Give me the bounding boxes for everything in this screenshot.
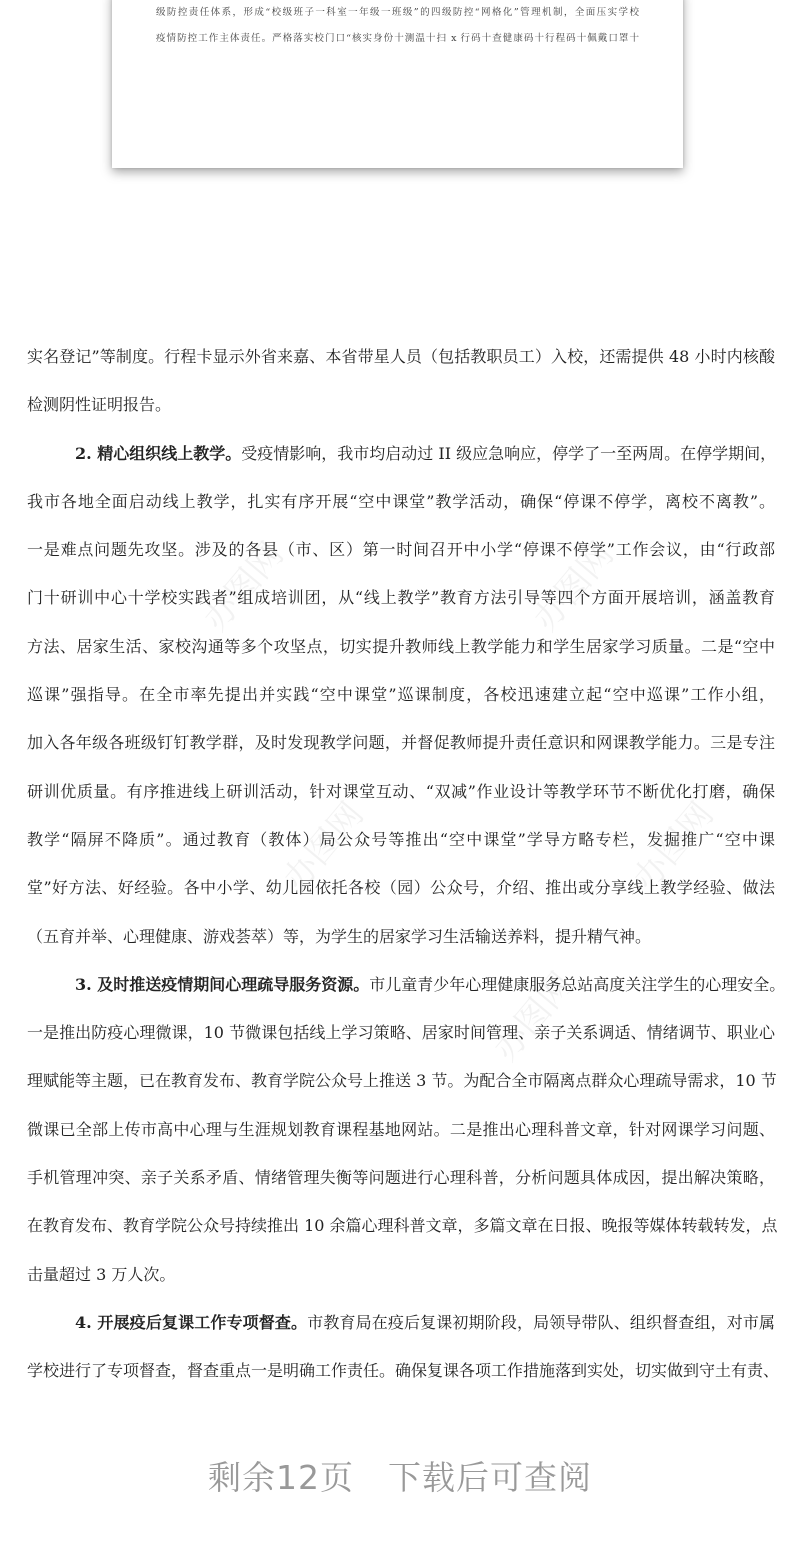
text-line <box>27 1118 775 1166</box>
section-heading: 2. 精心组织线上教学。 <box>75 443 242 463</box>
line-text: 手机管理冲突、亲子关系矛盾、情绪管理失衡等问题进行心理科普，分析问题具体成因，提出解决策略， <box>27 1168 775 1188</box>
text-line <box>27 925 775 973</box>
text-line <box>27 1069 775 1117</box>
text-line <box>27 442 775 490</box>
text-line <box>27 345 775 393</box>
line-text: 在教育发布、教育学院公众号持续推出 10 余篇心理科普文章，多篇文章在日报、晚报等媒体转载转发，点 <box>27 1216 778 1236</box>
watermark: 办图网 <box>195 534 292 639</box>
line-text: 击量超过 3 万人次。 <box>27 1264 176 1284</box>
line-text: 一是难点问题先攻坚。涉及的各县（市、区）第一时间召开中小学“停课不停学”工作会议，由“行政部 <box>27 540 775 560</box>
line-text: 理赋能等主题，已在教育发布、教育学院公众号上推送 3 节。为配合全市隔离点群众心理疏导需求，10 节 <box>27 1071 777 1091</box>
text-line <box>27 876 775 924</box>
text-line <box>27 1166 775 1214</box>
page-preview-card <box>112 0 683 168</box>
line-text: 巡课”强指导。在全市率先提出并实践“空中课堂”巡课制度，各校迅速建立起“空中巡课”工作小组， <box>27 685 775 705</box>
line-text: 学校进行了专项督查，督查重点一是明确工作责任。确保复课各项工作措施落到实处，切实做到守土有责、 <box>27 1361 780 1381</box>
text-line <box>27 490 775 538</box>
section-heading: 4. 开展疫后复课工作专项督查。 <box>75 1312 308 1332</box>
line-text: 市儿童青少年心理健康服务总站高度关注学生的心理安全。 <box>369 974 786 994</box>
document-body <box>27 345 786 1408</box>
watermark: 办图网 <box>485 964 582 1069</box>
line-text: 实名登记”等制度。行程卡显示外省来嘉、本省带星人员（包括教职员工）入校，还需提供 48 小时内核酸 <box>27 347 775 366</box>
text-line <box>27 731 775 779</box>
text-line <box>27 1263 775 1311</box>
text-line <box>27 1311 775 1359</box>
remaining-pages-label: 剩余12页 <box>208 1458 354 1497</box>
text-line <box>27 683 775 731</box>
download-to-view-label[interactable]: 下载后可查阅 <box>388 1458 592 1497</box>
line-text: 教学“隔屏不降质”。通过教育（教体）局公众号等推出“空中课堂”学导方略专栏，发掘推广“空中课 <box>27 829 775 849</box>
line-text: 我市各地全面启动线上教学，扎实有序开展“空中课堂”教学活动，确保“停课不停学，离校不离教”。 <box>27 491 775 511</box>
line-text: 加入各年级各班级钉钉教学群，及时发现教学问题，并督促教师提升责任意识和网课教学能力。三是专注 <box>27 733 775 753</box>
text-line <box>27 393 775 441</box>
text-line <box>27 538 775 586</box>
line-text: 市教育局在疫后复课初期阶段，局领导带队、组织督查组，对市属 <box>307 1312 775 1332</box>
watermark: 办图网 <box>625 794 722 899</box>
text-line <box>27 973 786 1021</box>
line-text: 门十研训中心十学校实践者”组成培训团，从“线上教学”教育方法引导等四个方面开展培训，涵盖教育 <box>27 588 775 608</box>
text-line <box>27 828 775 876</box>
line-text: 一是推出防疫心理微课，10 节微课包括线上学习策略、居家时间管理、亲子关系调适、情绪调节、职业心 <box>27 1023 775 1043</box>
text-line <box>27 586 775 634</box>
line-text: 堂”好方法、好经验。各中小学、幼儿园依托各校（园）公众号，介绍、推出或分享线上教学经验、做法 <box>27 878 775 898</box>
text-line <box>27 1214 778 1262</box>
line-text: 研训优质量。有序推进线上研训活动，针对课堂互动、“双减”作业设计等教学环节不断优化打磨，确保 <box>27 781 775 801</box>
line-text: 受疫情影响，我市均启动过 II 级应急响应，停学了一至两周。在停学期间， <box>241 443 777 463</box>
watermark: 办图网 <box>525 534 622 639</box>
text-line <box>27 1359 780 1407</box>
text-line <box>27 1021 775 1069</box>
section-heading: 3. 及时推送疫情期间心理疏导服务资源。 <box>75 974 370 994</box>
watermark: 办图网 <box>275 794 372 899</box>
download-prompt[interactable] <box>0 1452 800 1499</box>
line-text: 方法、居家生活、家校沟通等多个攻坚点，切实提升教师线上教学能力和学生居家学习质量。二是“空中 <box>27 636 775 656</box>
preview-line: 级防控责任体系，形成“校级班子一科室一年级一班级”的四级防控“网格化”管理机制，全面压实学校 <box>156 7 639 18</box>
text-line <box>27 635 775 683</box>
line-text: 检测阴性证明报告。 <box>27 395 172 415</box>
line-text: （五育并举、心理健康、游戏荟萃）等，为学生的居家学习生活输送养料，提升精气神。 <box>27 926 652 946</box>
text-line <box>27 780 775 828</box>
preview-line: 疫情防控工作主体责任。严格落实校门口“核实身份十测温十扫 x 行码十查健康码十行程码十佩戴口罩十 <box>156 33 639 44</box>
line-text: 微课已全部上传市高中心理与生涯规划教育课程基地网站。二是推出心理科普文章，针对网课学习问题、 <box>27 1119 775 1139</box>
